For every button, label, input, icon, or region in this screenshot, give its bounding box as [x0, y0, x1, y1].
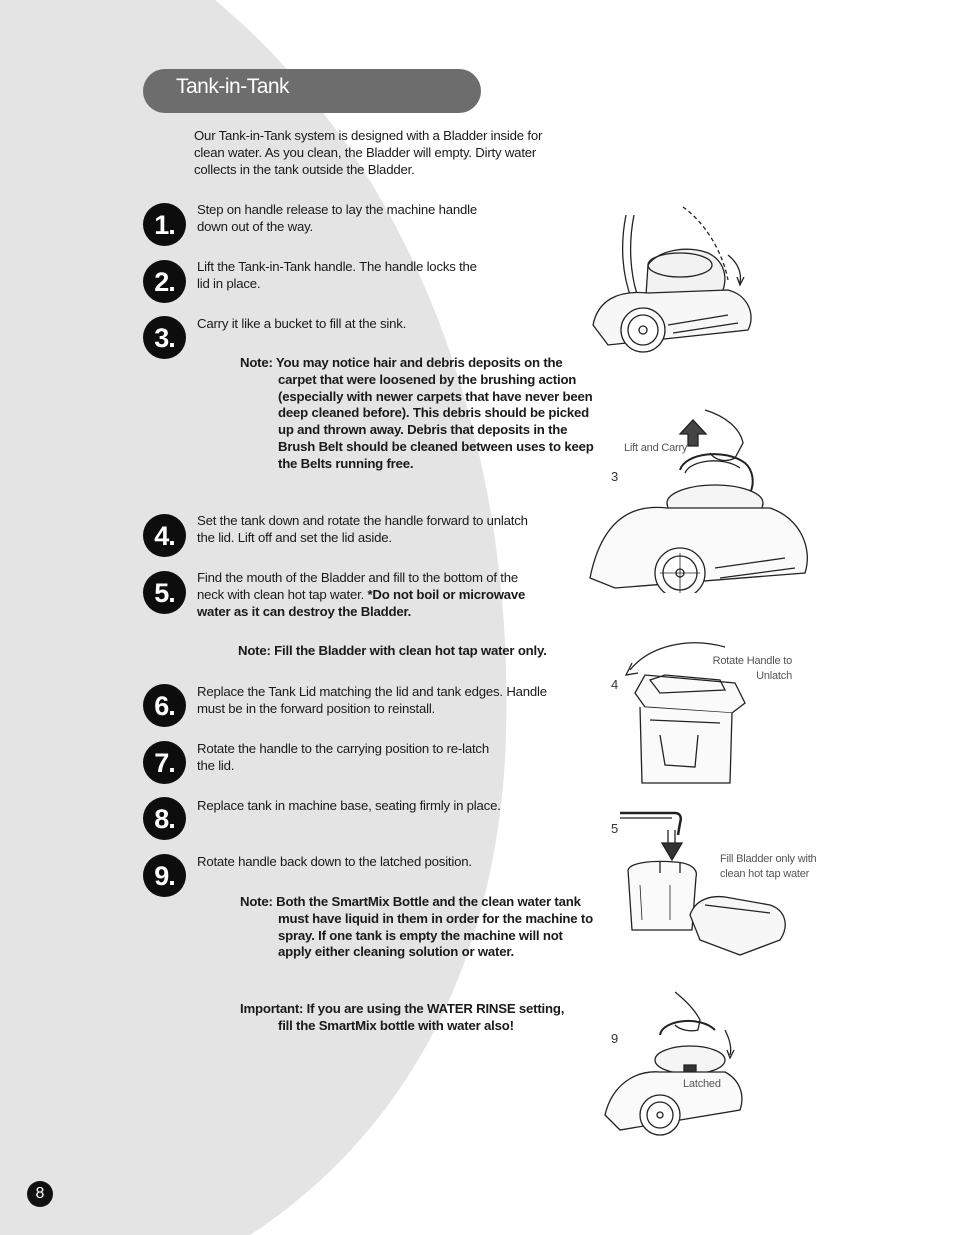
step-text-5-warning: *Do not boil or microwave water as it can destroy the Bladder. [197, 587, 526, 619]
figure-number-4: 4 [611, 677, 619, 692]
figure-label-fill-bladder [720, 852, 816, 882]
illustration-lift-and-carry [585, 408, 815, 593]
figure-label-lift-and-carry: Lift and Carry [624, 442, 688, 454]
step-text-8: Replace tank in machine base, seating firmly in place. [197, 798, 501, 813]
step-text-9: Rotate handle back down to the latched position. [197, 854, 472, 869]
figure-label-latched: Latched [683, 1078, 721, 1090]
step-number-7: 7. [143, 741, 186, 784]
step-text-7: Rotate the handle to the carrying position to re-latch the lid. [197, 741, 489, 773]
step-number-2: 2. [143, 260, 186, 303]
step-number-5: 5. [143, 571, 186, 614]
intro-paragraph: Our Tank-in-Tank system is designed with a Bladder inside for clean water. As you clean, the Bladder will empty. Dirty water collects in the tank outside the Bladder. [194, 128, 543, 177]
step-text-5 [197, 569, 542, 620]
figure-label-rotate-handle [700, 654, 792, 684]
figure-number-5: 5 [611, 821, 619, 836]
figure-label-fill-line1: Fill Bladder only with [720, 853, 817, 865]
illustration-fill-bladder [620, 805, 795, 965]
section-header [143, 69, 481, 113]
figure-label-fill-line2: clean hot tap water [720, 868, 810, 880]
step-text-4: Set the tank down and rotate the handle forward to unlatch the lid. Lift off and set the lid aside. [197, 513, 528, 545]
step-text-3: Carry it like a bucket to fill at the sink. [197, 316, 407, 331]
note-debris: Note: You may notice hair and debris deposits on the carpet that were loosened by the brushing action (especially with newer carpets that have never been deep cleaned before). This debris should be picked up and thrown away. Debris that deposits in the Brush Belt should be cleaned between uses to keep the Belts running free. [240, 355, 594, 471]
step-number-3: 3. [143, 316, 186, 359]
note-fill: Note: Fill the Bladder with clean hot tap water only. [238, 643, 547, 658]
step-number-9: 9. [143, 854, 186, 897]
illustration-handle-release [588, 205, 763, 360]
step-text-5-regular: Find the mouth of the Bladder and fill to the bottom of the neck with clean hot tap water. [197, 570, 519, 602]
figure-label-rotate-line2: Unlatch [756, 670, 792, 682]
step-text-2: Lift the Tank-in-Tank handle. The handle locks the lid in place. [197, 259, 477, 291]
note-important: Important: If you are using the WATER RINSE setting, fill the SmartMix bottle with water also! [240, 1001, 565, 1033]
step-number-8: 8. [143, 797, 186, 840]
step-number-1: 1. [143, 203, 186, 246]
page-number: 8 [27, 1181, 53, 1207]
step-text-6: Replace the Tank Lid matching the lid and tank edges. Handle must be in the forward position to reinstall. [197, 684, 547, 716]
step-number-4: 4. [143, 514, 186, 557]
figure-number-3: 3 [611, 469, 619, 484]
illustration-latched [600, 990, 745, 1142]
figure-label-rotate-line1: Rotate Handle to [712, 655, 792, 667]
step-text-1: Step on handle release to lay the machine handle down out of the way. [197, 202, 477, 234]
step-number-6: 6. [143, 684, 186, 727]
figure-number-9: 9 [611, 1031, 619, 1046]
page-title: Tank-in-Tank [176, 75, 290, 98]
note-liquid: Note: Both the SmartMix Bottle and the clean water tank must have liquid in them in order for the machine to spray. If one tank is empty the machine will not apply either cleaning solution or water. [240, 894, 593, 960]
